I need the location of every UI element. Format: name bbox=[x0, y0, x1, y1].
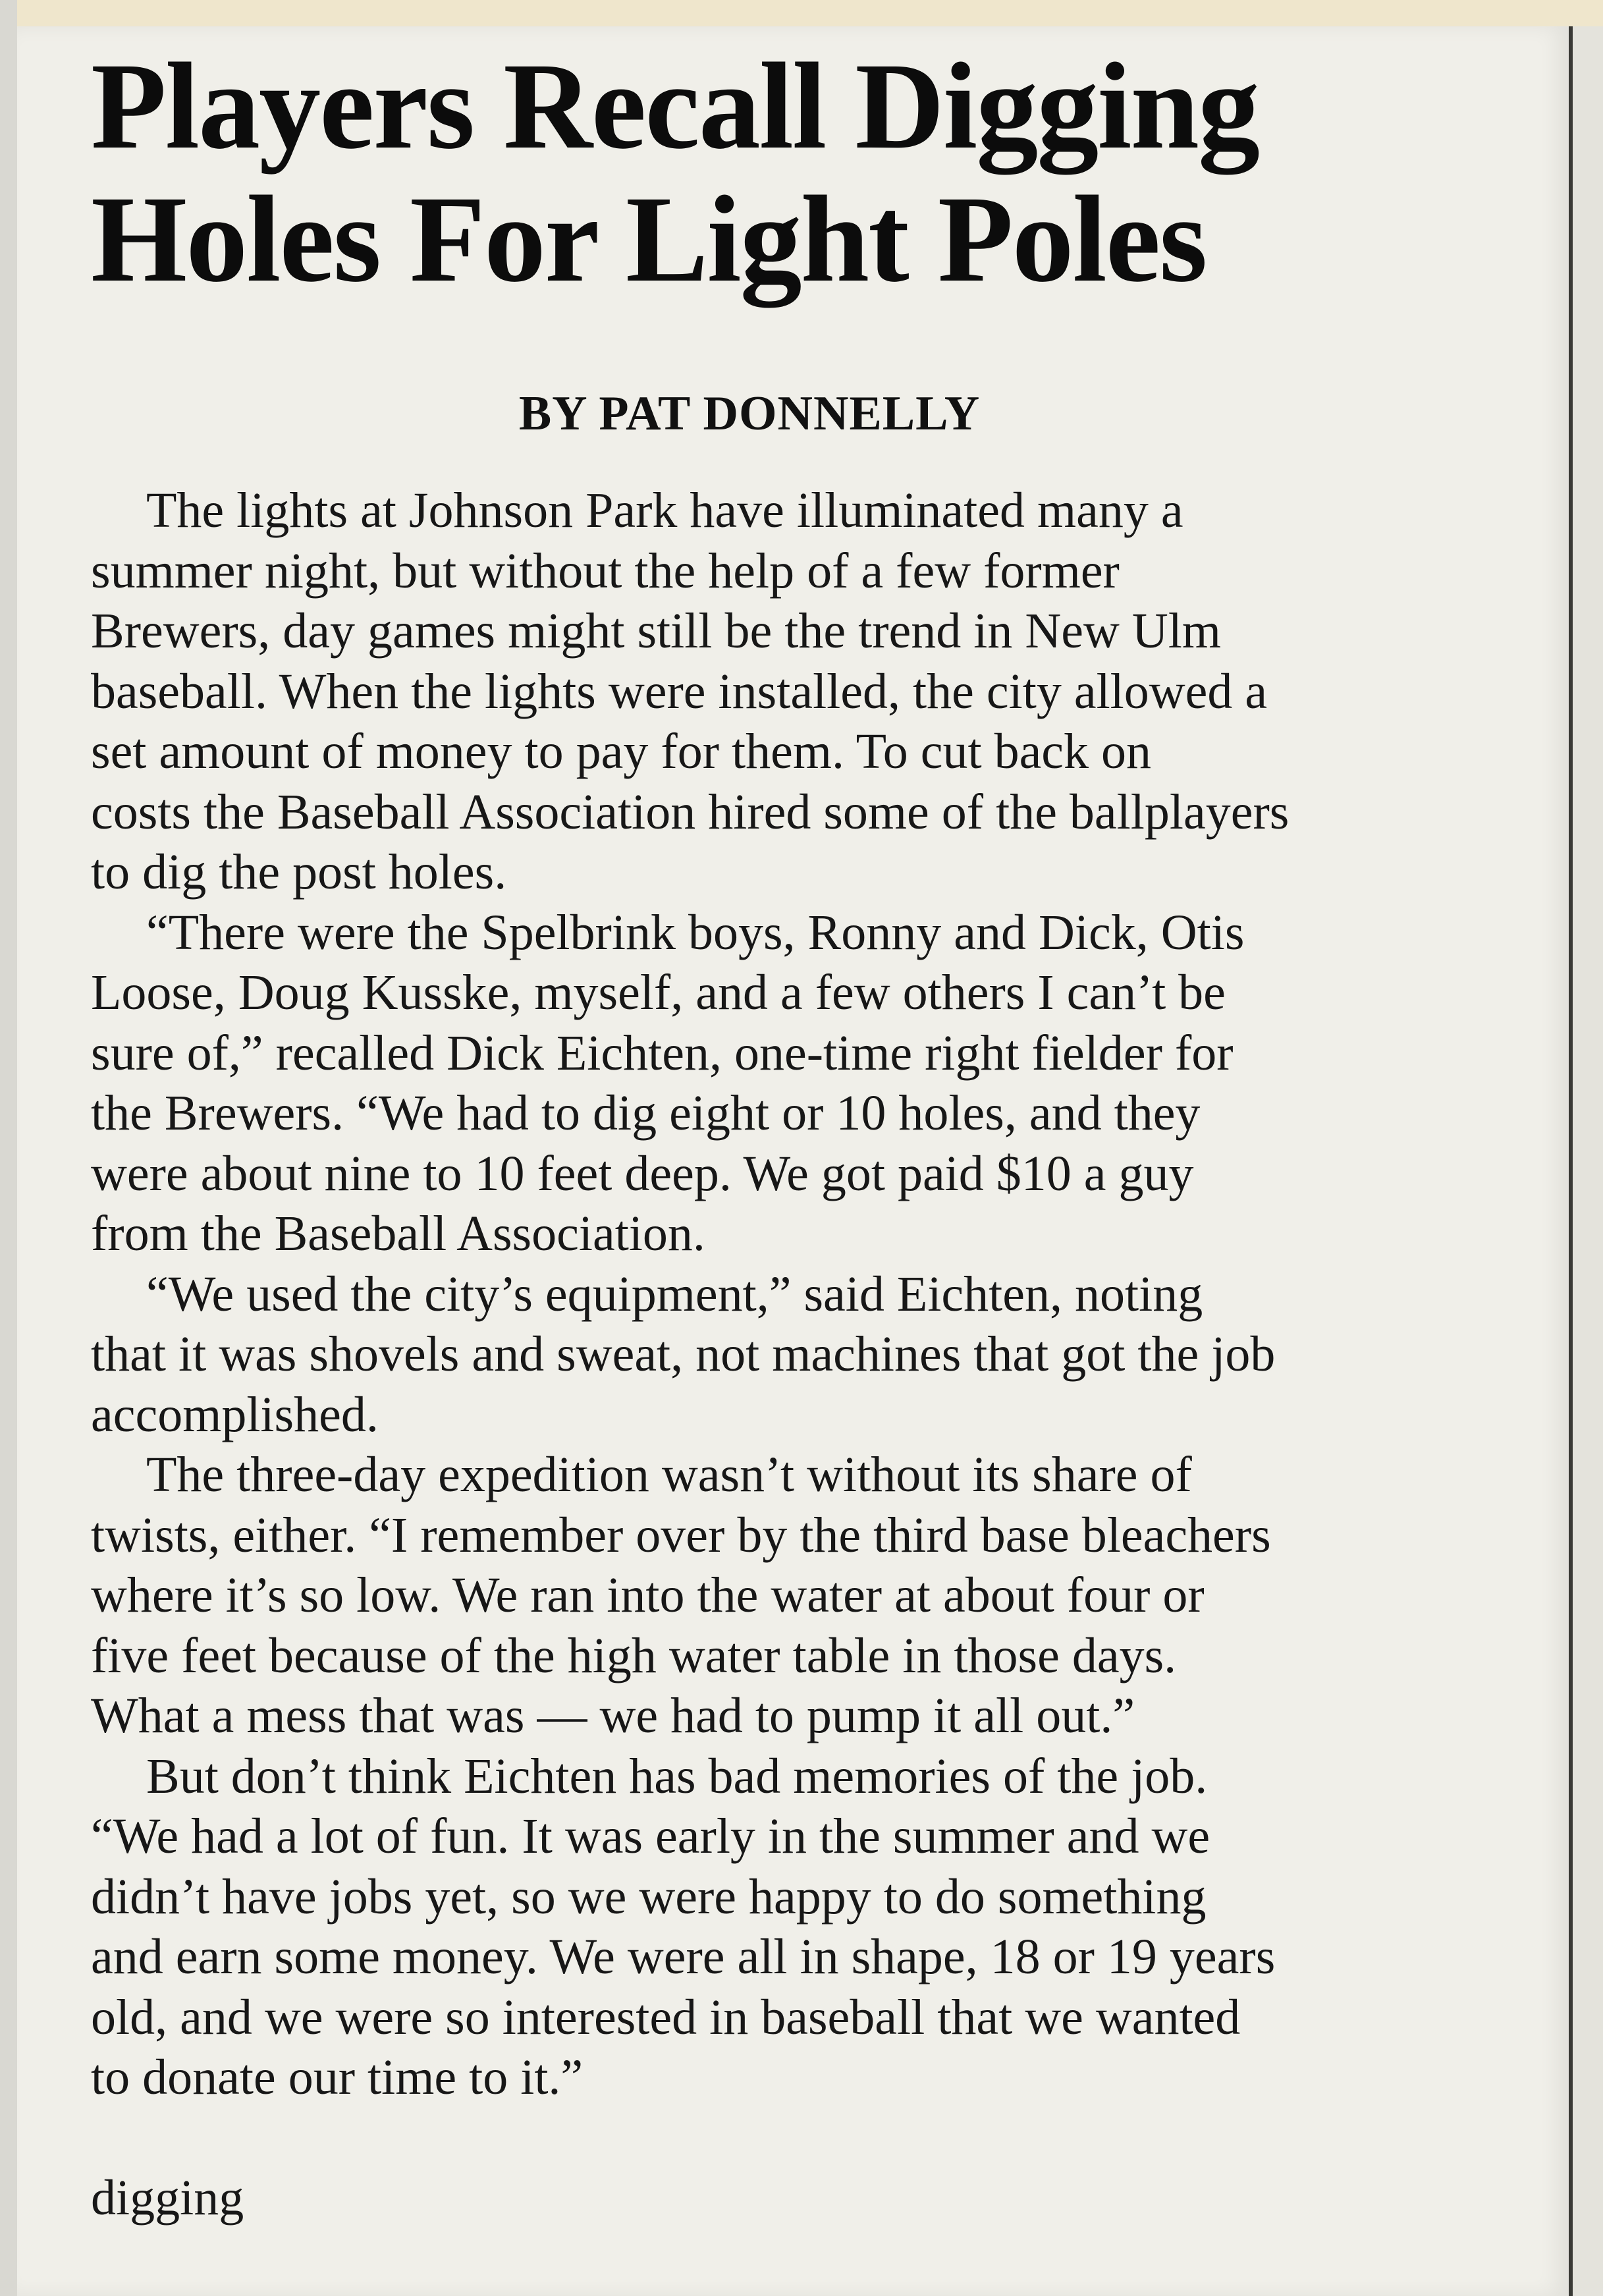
paragraph bbox=[91, 481, 1540, 903]
text-line: where it’s so low. We ran into the water at about four or bbox=[91, 1568, 1205, 1623]
text-line: “We used the city’s equipment,” said Eichten, noting bbox=[146, 1266, 1203, 1322]
paragraph bbox=[91, 1265, 1540, 1446]
text-line: The lights at Johnson Park have illuminated many a bbox=[146, 483, 1183, 538]
headline bbox=[91, 37, 1540, 308]
article bbox=[91, 37, 1540, 2108]
text-line: to donate our time to it.” bbox=[91, 2050, 584, 2105]
text-line: baseball. When the lights were installed, the city allowed a bbox=[91, 663, 1268, 719]
text-line: costs the Baseball Association hired some of the ballplayers bbox=[91, 784, 1290, 840]
text-line: didn’t have jobs yet, so we were happy to do something bbox=[91, 1869, 1207, 1925]
left-paper-edge bbox=[0, 0, 17, 2296]
headline-line: Players Recall Digging bbox=[91, 37, 1259, 175]
text-line: What a mess that was — we had to pump it all out.” bbox=[91, 1688, 1135, 1743]
paragraph bbox=[91, 903, 1540, 1265]
text-line: “There were the Spelbrink boys, Ronny and Dick, Otis bbox=[146, 904, 1245, 960]
text-line: accomplished. bbox=[91, 1386, 379, 1442]
text-line: But don’t think Eichten has bad memories of the job. bbox=[146, 1748, 1208, 1804]
text-line: “We had a lot of fun. It was early in the summer and we bbox=[91, 1809, 1210, 1864]
right-backing-margin bbox=[1573, 26, 1603, 2296]
text-line: were about nine to 10 feet deep. We got paid $10 a guy bbox=[91, 1145, 1194, 1201]
text-line: that it was shovels and sweat, not machines that got the job bbox=[91, 1326, 1276, 1382]
byline: BY PAT DONNELLY bbox=[518, 387, 981, 441]
text-line: twists, either. “I remember over by the third base bleachers bbox=[91, 1507, 1271, 1563]
text-line: the Brewers. “We had to dig eight or 10 holes, and they bbox=[91, 1085, 1201, 1141]
text-line: to dig the post holes. bbox=[91, 844, 507, 900]
article-body bbox=[91, 481, 1540, 2108]
text-line: The three-day expedition wasn’t without its share of bbox=[146, 1447, 1192, 1502]
text-line: set amount of money to pay for them. To cut back on bbox=[91, 724, 1152, 779]
paragraph bbox=[91, 1445, 1540, 1747]
text-line: and earn some money. We were all in shape, 18 or 19 years bbox=[91, 1929, 1276, 1984]
headline-line: Holes For Light Poles bbox=[91, 170, 1207, 308]
text-line: from the Baseball Association. bbox=[91, 1206, 705, 1261]
footer-tag: digging bbox=[91, 2170, 244, 2226]
text-line: Loose, Doug Kusske, myself, and a few others I can’t be bbox=[91, 965, 1226, 1020]
paragraph bbox=[91, 1747, 1540, 2108]
text-line: five feet because of the high water table in those days. bbox=[91, 1627, 1177, 1683]
text-line: summer night, but without the help of a few former bbox=[91, 543, 1120, 599]
text-line: sure of,” recalled Dick Eichten, one-time right fielder for bbox=[91, 1025, 1234, 1081]
text-line: Brewers, day games might still be the trend in New Ulm bbox=[91, 603, 1221, 659]
text-line: old, and we were so interested in baseball that we wanted bbox=[91, 1989, 1241, 2045]
